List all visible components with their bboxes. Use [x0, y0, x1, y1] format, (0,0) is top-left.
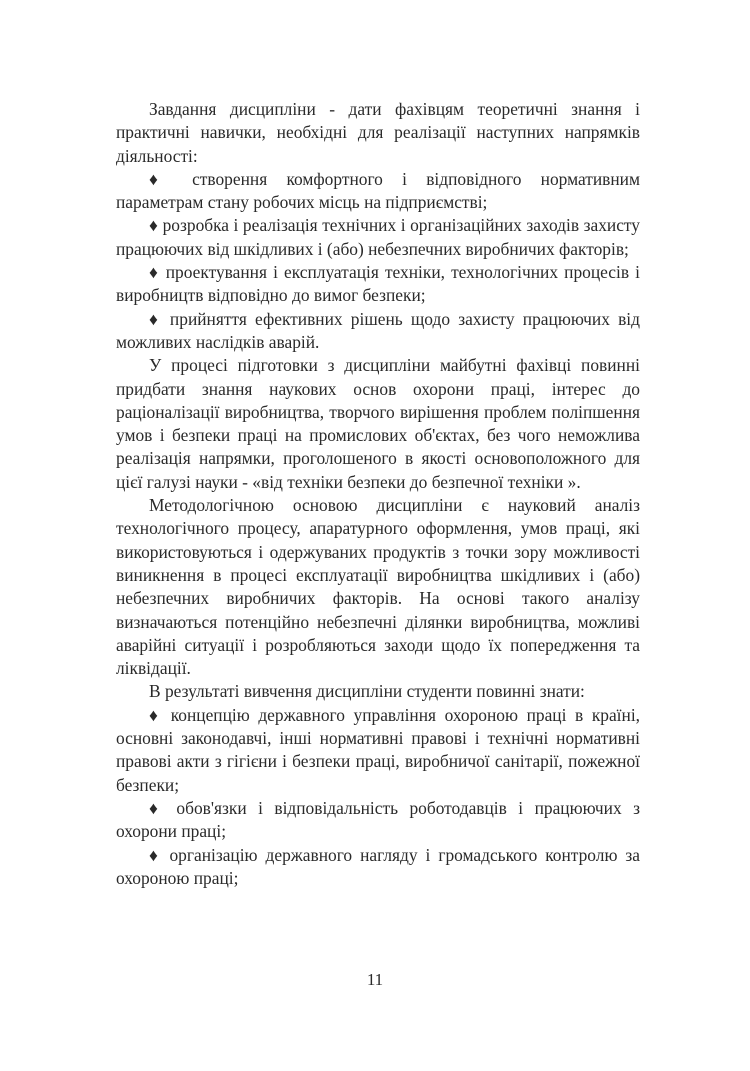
bullet-item: ♦ проектування і експлуатація техніки, технологічних процесів і виробництв відповідно до вимог безпеки;: [116, 262, 640, 306]
paragraph-methodology: Методологічною основою дисципліни є науковий аналіз технологічного процесу, апаратурного оформлення, умов праці, які використовуються і одержуваних продуктів з точки зору можливості виникнення в процесі експлуатації виробництва шкідливих і (або) небезпечних виробничих факторів. На основі такого аналізу визначаються потенційно небезпечні ділянки виробництва, можливі аварійні ситуації і розробляються заходи щодо їх попередження та ліквідації.: [116, 495, 640, 679]
page-number: 11: [366, 970, 384, 989]
bullet-item: ♦ прийняття ефективних рішень щодо захисту працюючих від можливих наслідків аварій.: [116, 308, 640, 352]
bullet-item: ♦ концепцію державного управління охороною праці в країні, основні законодавчі, інші нормативні правові і технічні нормативні правові акти з гігієни і безпеки праці, виробничої санітарії, пожежної безпеки;: [116, 704, 640, 795]
bullet-item: ♦ створення комфортного і відповідного нормативним параметрам стану робочих місць на підприємстві;: [116, 168, 640, 213]
bullet-item: ♦ обов'язки і відповідальність роботодавців і працюючих з охорони праці;: [116, 797, 640, 842]
body-text: [116, 98, 640, 890]
paragraph-results: В результаті вивчення дисципліни студенти повинні знати:: [149, 681, 585, 702]
paragraph-intro: Завдання дисципліни - дати фахівцям теоретичні знання і практичні навички, необхідні для реалізації наступних напрямків діяльності:: [116, 99, 640, 166]
paragraph-training: У процесі підготовки з дисципліни майбутні фахівці повинні придбати знання наукових основ охорони праці, інтерес до раціоналізації виробництва, творчого вирішення проблем поліпшення умов і безпеки праці на промислових об'єктах, без чого неможлива реалізація напрямки, проголошеного в якості основоположного для цієї галузі науки - «від техніки безпеки до безпечної техніки ».: [116, 355, 640, 492]
bullet-item: ♦ розробка і реалізація технічних і організаційних заходів захисту працюючих від шкідливих і (або) небезпечних виробничих факторів;: [116, 215, 640, 259]
bullet-item: ♦ організацію державного нагляду і громадського контролю за охороною праці;: [116, 844, 640, 888]
